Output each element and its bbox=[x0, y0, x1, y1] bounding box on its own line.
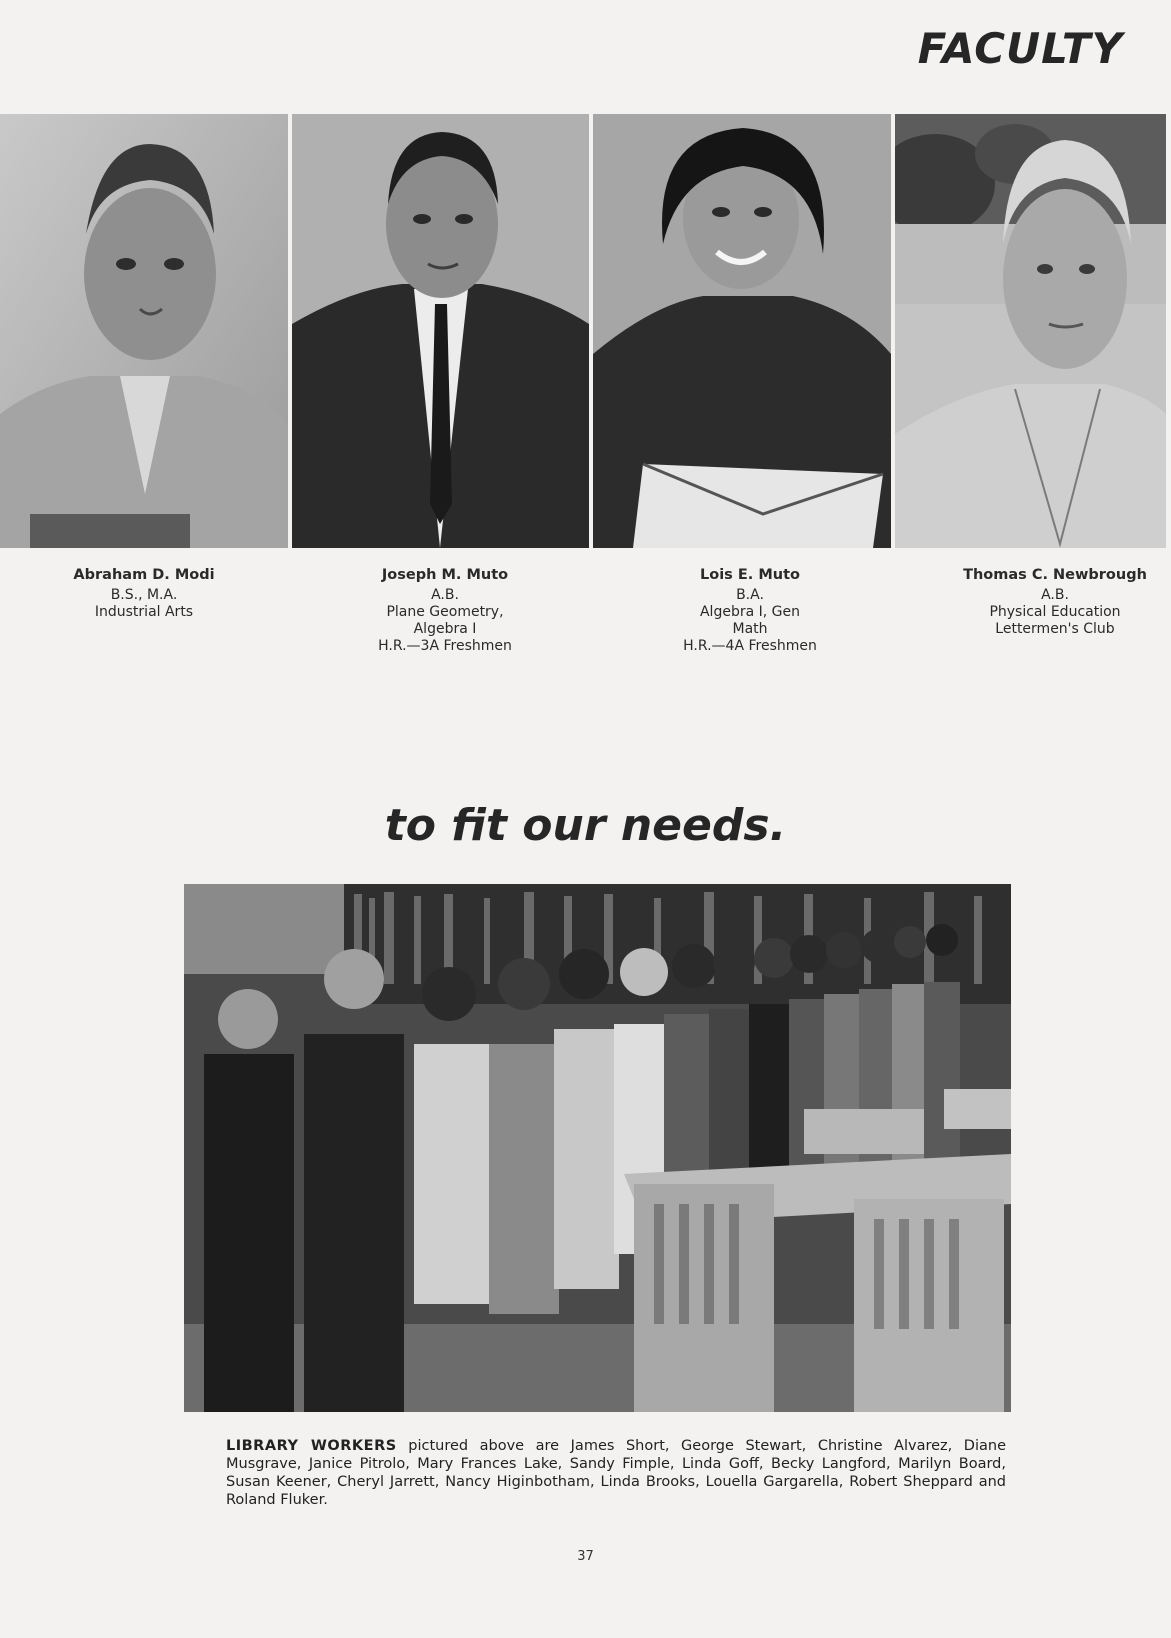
faculty-activity: Lettermen's Club bbox=[995, 621, 1115, 637]
faculty-name: Abraham D. Modi bbox=[73, 567, 215, 583]
faculty-homeroom: H.R.—3A Freshmen bbox=[378, 638, 512, 654]
faculty-degree: A.B. bbox=[431, 587, 459, 603]
faculty-caption-modi bbox=[44, 567, 244, 621]
faculty-subject: Industrial Arts bbox=[94, 604, 194, 620]
faculty-caption-joseph-muto bbox=[345, 567, 545, 655]
faculty-photo-row bbox=[0, 114, 1166, 548]
faculty-name: Joseph M. Muto bbox=[381, 567, 509, 583]
page-number: 37 bbox=[577, 1549, 594, 1564]
faculty-homeroom: H.R.—4A Freshmen bbox=[683, 638, 817, 654]
faculty-caption-lois-muto bbox=[650, 567, 850, 655]
faculty-name: Lois E. Muto bbox=[700, 567, 800, 583]
faculty-degree: B.A. bbox=[736, 587, 764, 603]
page-section-title: FACULTY bbox=[917, 24, 1123, 73]
faculty-degree: A.B. bbox=[1041, 587, 1069, 603]
faculty-degree: B.S., M.A. bbox=[110, 587, 178, 603]
faculty-subject: Math bbox=[732, 621, 768, 637]
faculty-subject: Algebra I bbox=[413, 621, 477, 637]
faculty-portrait-modi bbox=[0, 114, 288, 548]
faculty-caption-newbrough bbox=[945, 567, 1165, 638]
caption-body: pictured above are James Short, George Stewart, Christine Alvarez, Diane Musgrave, Janice Pitrolo, Mary Frances Lake, Sandy Fimple, Linda Goff, Becky Langford, Marilyn Board, Susan Keener, Cheryl Jarrett, Nancy Higinbotham, Linda Brooks, Louella Gargarella, Robert Sheppard and Roland Fluker. bbox=[226, 1438, 1006, 1508]
caption-lead: LIBRARY WORKERS bbox=[226, 1438, 397, 1454]
page-tagline: to fit our needs. bbox=[384, 800, 787, 851]
faculty-name: Thomas C. Newbrough bbox=[963, 567, 1147, 583]
faculty-subject: Algebra I, Gen bbox=[699, 604, 800, 620]
library-workers-caption bbox=[226, 1437, 1006, 1509]
faculty-portrait-joseph-muto bbox=[292, 114, 589, 548]
faculty-portrait-newbrough bbox=[895, 114, 1166, 548]
faculty-subject: Physical Education bbox=[989, 604, 1121, 620]
faculty-subject: Plane Geometry, bbox=[386, 604, 504, 620]
faculty-portrait-lois-muto bbox=[593, 114, 891, 548]
library-workers-photo bbox=[184, 884, 1011, 1412]
